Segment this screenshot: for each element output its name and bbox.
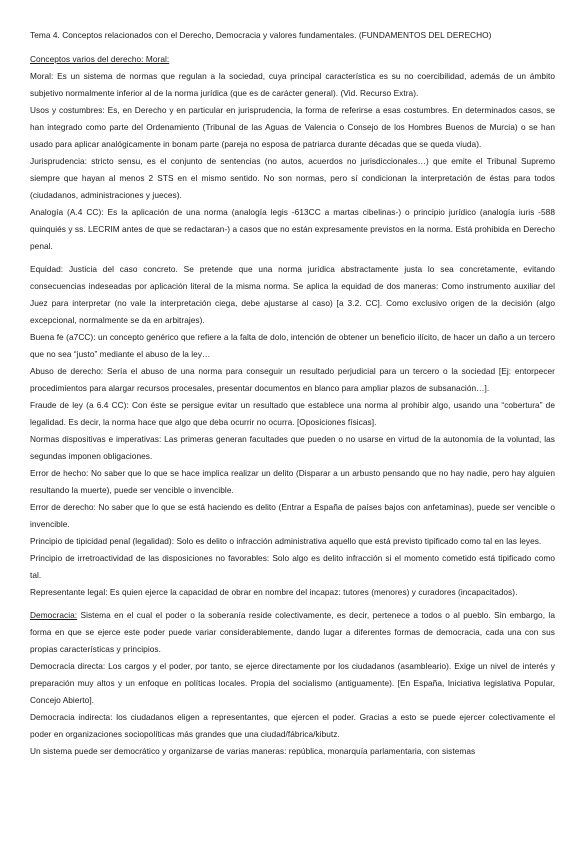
paragraph (30, 68, 555, 102)
paragraph (30, 431, 555, 465)
paragraph-text: Un sistema puede ser democrático y organizarse de varias maneras: república, monarquía parlamentaria, con sistemas (30, 746, 476, 756)
paragraph-text: Sistema en el cual el poder o la soberanía reside colectivamente, es decir, pertenece a todos o al pueblo. Sin embargo, la forma en que se ejerce este poder puede variar considerablemente, dando lugar a diferentes formas de democracia, cada una con sus propias características y principios. (30, 610, 555, 654)
paragraph (30, 607, 555, 658)
paragraph (30, 533, 555, 550)
paragraph-text: Buena fe (a7CC): un concepto genérico que refiere a la falta de dolo, intención de obtener un beneficio ilícito, de hacer un daño a un tercero que no sea “justo” mediante el abuso de la ley… (30, 332, 555, 359)
paragraph-text: Usos y costumbres: Es, en Derecho y en particular en jurisprudencia, la forma de referirse a esas costumbres. En determinados casos, se han integrado como parte del Ordenamiento (Tribunal de las Aguas de Valencia o Consejo de los Hombres Buenos de Murcia) o se han usado para aplicar analógicamente in bonam parte (pareja no esposa de patriarca durante décadas que se queda viuda). (30, 105, 555, 149)
paragraph-text: Analogía (A.4 CC): Es la aplicación de una norma (analogía legis -613CC a martas cibelinas-) o principio jurídico (analogía iuris -588 quinquiés y ss. LECRIM antes de que se redactaran-) a casos que no están expresamente previstos en la norma. Está prohibida en Derecho penal. (30, 207, 555, 251)
paragraph (30, 465, 555, 499)
paragraph (30, 204, 555, 255)
paragraph (30, 658, 555, 709)
section-heading-text: Conceptos varios del derecho: Moral: (30, 54, 170, 64)
paragraph-text: Error de hecho: No saber que lo que se hace implica realizar un delito (Disparar a un arbusto pensando que no hay nadie, pero hay alguien resultando la muerte), puede ser vencible o invencible. (30, 468, 555, 495)
document-body (30, 68, 555, 760)
paragraph-text: Principio de irretroactividad de las disposiciones no favorables: Solo algo es delito infracción si el momento cometido está tipificado como tal. (30, 553, 555, 580)
paragraph-text: Moral: Es un sistema de normas que regulan a la sociedad, cuya principal característica es su no coercibilidad, además de un ámbito subjetivo normalmente inferior al de la norma jurídica (que es de carácter general). (Vid. Recurso Extra). (30, 71, 555, 98)
paragraph (30, 550, 555, 584)
paragraph-text: Democracia indirecta: los ciudadanos eligen a representantes, que ejercen el poder. Gracias a esto se puede ejercer colectivamente el poder en organizaciones sociopolíticas más grandes que una ciudad/fábrica/kibutz. (30, 712, 555, 739)
paragraph (30, 584, 555, 601)
paragraph (30, 499, 555, 533)
paragraph-text: Normas dispositivas e imperativas: Las primeras generan facultades que pueden o no usarse en virtud de la autonomía de la voluntad, las segundas imponen obligaciones. (30, 434, 555, 461)
paragraph-text: Fraude de ley (a 6.4 CC): Con éste se persigue evitar un resultado que establece una norma al prohibir algo, usando una “cobertura” de legalidad. Es decir, la norma hace que algo que deba ocurrir no ocurra. [Oposiciones físicas]. (30, 400, 555, 427)
paragraph-text: Equidad: Justicia del caso concreto. Se pretende que una norma jurídica abstractamente justa lo sea concretamente, evitando consecuencias indeseadas por aplicación literal de la misma norma. Se aplica la equidad de dos maneras: Como instrumento auxiliar del Juez para interpretar (no vale la interpretación ciega, debe ajustarse al caso) [a 3.2. CC]. Como exclusivo origen de la decisión (algo excepcional, normalmente se da en arbitrajes). (30, 264, 555, 325)
paragraph (30, 397, 555, 431)
paragraph-text: Democracia directa: Los cargos y el poder, por tanto, se ejerce directamente por los ciudadanos (asambleario). Exige un nivel de interés y preparación muy altos y un enfoque en políticas locales. Propia del socialismo (antiguamente). [En España, Iniciativa legislativa Popular, Concejo Abierto]. (30, 661, 555, 705)
paragraph (30, 261, 555, 329)
paragraph (30, 153, 555, 204)
section-heading (30, 51, 555, 68)
paragraph (30, 709, 555, 743)
paragraph-text: Representante legal: Es quien ejerce la capacidad de obrar en nombre del incapaz: tutores (menores) y curadores (incapacitados). (30, 587, 518, 597)
document-title: Tema 4. Conceptos relacionados con el Derecho, Democracia y valores fundamentales. (FUNDAMENTOS DEL DERECHO) (30, 30, 492, 40)
paragraph (30, 102, 555, 153)
paragraph (30, 363, 555, 397)
paragraph-lead: Democracia: (30, 610, 78, 620)
paragraph (30, 743, 555, 760)
paragraph-text: Principio de tipicidad penal (legalidad): Solo es delito o infracción administrativa aquello que está previsto tipificado como tal en las leyes. (30, 536, 542, 546)
paragraph-text: Error de derecho: No saber que lo que se está haciendo es delito (Entrar a España de países bajos con anfetaminas), puede ser vencible o invencible. (30, 502, 555, 529)
paragraph-text: Jurisprudencia: stricto sensu, es el conjunto de sentencias (no autos, acuerdos no jurisdiccionales…) que emite el Tribunal Supremo siempre que hayan al menos 2 STS en el mismo sentido. No son normas, pero sí condicionan la interpretación de éstas para todos (ciudadanos, administraciones y jueces). (30, 156, 555, 200)
paragraph (30, 329, 555, 363)
paragraph-text: Abuso de derecho: Sería el abuso de una norma para conseguir un resultado perjudicial para un tercero o la sociedad [Ej: entorpecer procedimientos para alargar recursos procesales, presentar documentos en blanco para ampliar plazos de subsanación…]. (30, 366, 555, 393)
